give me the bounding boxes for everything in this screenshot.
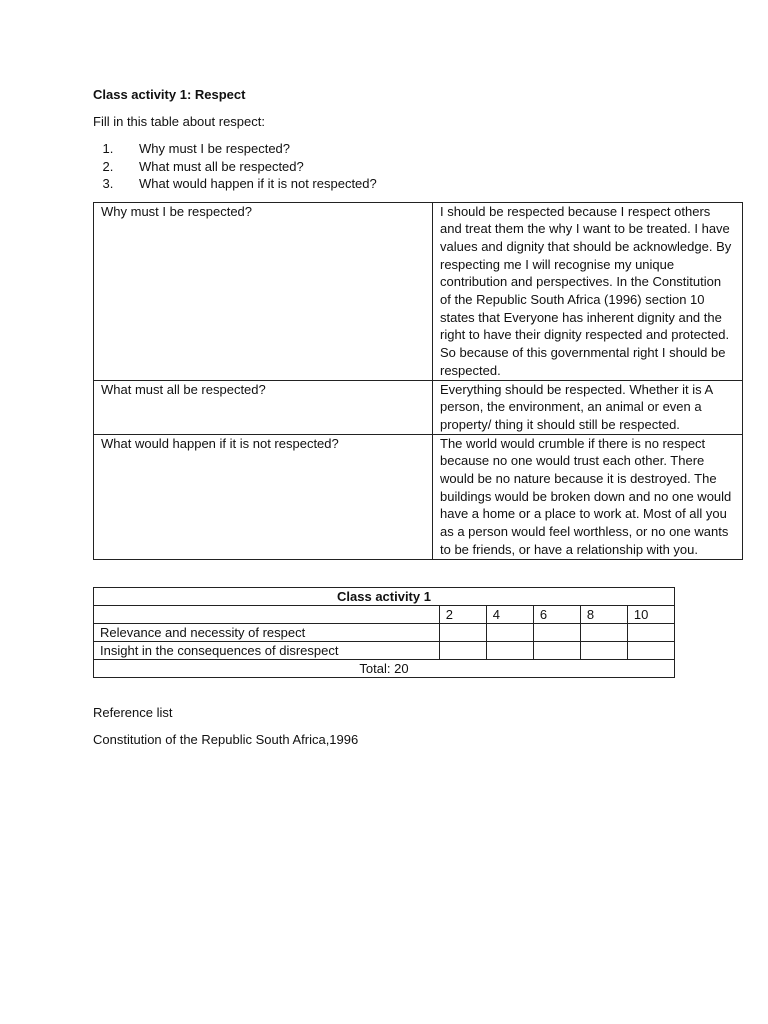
table-row: [94, 434, 743, 559]
score-header: 4: [486, 605, 533, 623]
score-cell: [439, 641, 486, 659]
rubric-criterion-row: [94, 641, 675, 659]
criterion-label: Relevance and necessity of respect: [94, 623, 440, 641]
score-header: 6: [533, 605, 580, 623]
score-cell: [486, 641, 533, 659]
score-cell: [533, 641, 580, 659]
answer-cell: The world would crumble if there is no respect because no one would trust each other. There would be no nature because it is destroyed. The buildings would be broken down and no one would have a home or a place to work at. Most of all you as a person would feel worthless, or no one wants to be friends, or have a relationship with you.: [433, 434, 743, 559]
answer-cell: I should be respected because I respect others and treat them the why I want to be treated. I have values and dignity that should be acknowledge. By respecting me I will recognise my unique contribution and perspectives. In the Constitution of the Republic South Africa (1996) section 10 states that Everyone has inherent dignity and the right to have their dignity respected and protected. So because of this governmental right I should be respected.: [433, 202, 743, 380]
rubric-score-row: [94, 605, 675, 623]
question-list: [93, 140, 745, 193]
reference-list-label: Reference list: [93, 704, 173, 720]
table-row: [94, 202, 743, 380]
score-header: 2: [439, 605, 486, 623]
score-cell: [580, 623, 627, 641]
score-cell: [627, 623, 674, 641]
answer-table: [93, 202, 743, 560]
rubric-table: [93, 587, 675, 678]
score-header: 10: [627, 605, 674, 623]
rubric-total: Total: 20: [94, 659, 675, 677]
criterion-label: Insight in the consequences of disrespect: [94, 641, 440, 659]
score-cell: [439, 623, 486, 641]
rubric-empty-cell: [94, 605, 440, 623]
score-cell: [486, 623, 533, 641]
answer-cell: Everything should be respected. Whether it is A person, the environment, an animal or even a property/ thing it should still be respected.: [433, 380, 743, 434]
table-row: [94, 380, 743, 434]
score-cell: [580, 641, 627, 659]
rubric-title: Class activity 1: [94, 587, 675, 605]
reference-item: Constitution of the Republic South Africa,1996: [93, 731, 359, 747]
question-cell: Why must I be respected?: [94, 202, 433, 380]
question-item: 2. What must all be respected?: [117, 158, 745, 176]
rubric-criterion-row: [94, 623, 675, 641]
rubric-title-row: [94, 587, 675, 605]
intro-text: Fill in this table about respect:: [93, 114, 265, 129]
document-page: [93, 86, 745, 749]
score-cell: [533, 623, 580, 641]
question-cell: What must all be respected?: [94, 380, 433, 434]
score-cell: [627, 641, 674, 659]
rubric-total-row: [94, 659, 675, 677]
question-item: 3. What would happen if it is not respected?: [117, 175, 745, 193]
question-cell: What would happen if it is not respected?: [94, 434, 433, 559]
score-header: 8: [580, 605, 627, 623]
activity-heading: Class activity 1: Respect: [93, 87, 246, 102]
question-item: 1. Why must I be respected?: [117, 140, 745, 158]
